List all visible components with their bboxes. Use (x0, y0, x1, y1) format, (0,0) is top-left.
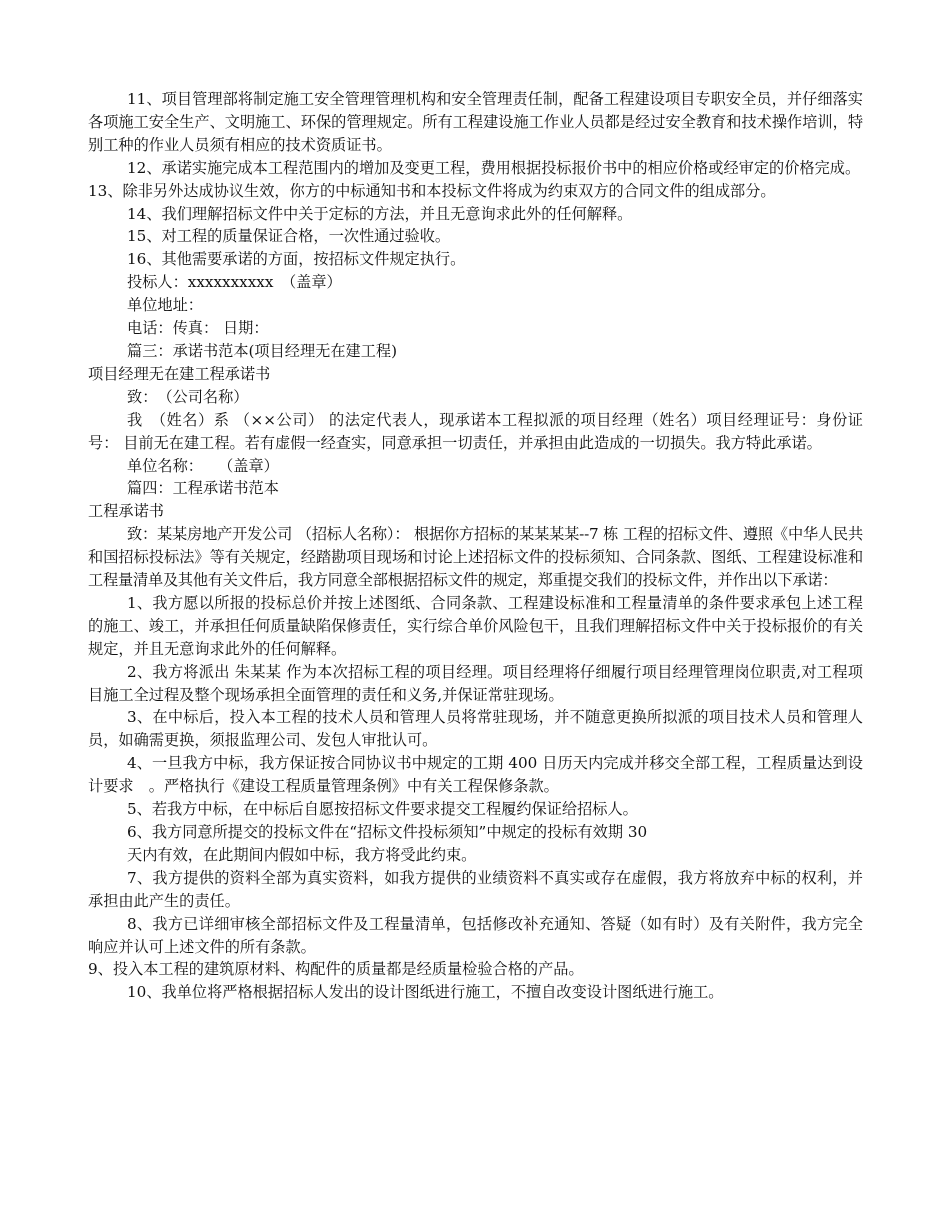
paragraph-item-13: 13、除非另外达成协议生效，你方的中标通知书和本投标文件将成为约束双方的合同文件的组成部分。 (88, 181, 776, 200)
section-three-heading: 篇三：承诺书范本(项目经理无在建工程) (127, 341, 398, 360)
paragraph-item-14: 14、我们理解招标文件中关于定标的方法，并且无意询求此外的任何解释。 (127, 204, 633, 223)
commitment-item-5: 5、若我方中标，在中标后自愿按招标文件要求提交工程履约保证给招标人。 (127, 800, 638, 819)
commitment-item-4: 4、一旦我方中标，我方保证按合同协议书中规定的工期 400 日历天内完成并移交全部工程，工程质量达到设计要求 。严格执行《建设工程质量管理条例》中有关工程保修条款。 (88, 754, 863, 796)
project-commitment-title: 工程承诺书 (88, 502, 164, 521)
commitment-item-6-continued: 天内有效，在此期间内假如中标，我方将受此约束。 (127, 845, 477, 864)
manager-commitment-title: 项目经理无在建工程承诺书 (88, 364, 271, 383)
section-four-heading: 篇四：工程承诺书范本 (127, 479, 279, 498)
address-line: 单位地址： (127, 296, 203, 315)
commitment-intro: 致：某某房地产开发公司 （招标人名称）： 根据你方招标的某某某某--7 栋 工程的招标文件、遵照《中华人民共和国招标投标法》等有关规定，经踏勘项目现场和讨论上述招标文件的投标须知、合同条款、图纸、工程建设标准和工程量清单及其他有关文件后，我方同意全部根据招标文件的规定，郑重提交我们的投标文件，并作出以下承诺： (88, 525, 863, 590)
paragraph-item-16: 16、其他需要承诺的方面，按招标文件规定执行。 (127, 250, 466, 269)
commitment-item-6: 6、我方同意所提交的投标文件在“招标文件投标须知”中规定的投标有效期 30 (127, 823, 648, 841)
commitment-item-7: 7、我方提供的资料全部为真实资料，如我方提供的业绩资料不真实或存在虚假，我方将放弃中标的权利，并承担由此产生的责任。 (88, 868, 863, 910)
commitment-item-8: 8、我方已详细审核全部招标文件及工程量清单，包括修改补充通知、答疑（如有时）及有关附件，我方完全响应并认可上述文件的所有条款。 (88, 914, 863, 956)
commitment-item-9: 9、投入本工程的建筑原材料、构配件的质量都是经质量检验合格的产品。 (88, 960, 584, 979)
commitment-item-1: 1、我方愿以所报的投标总价并按上述图纸、合同条款、工程建设标准和工程量清单的条件要求承包上述工程的施工、竣工，并承担任何质量缺陷保修责任，实行综合单价风险包干，且我们理解招标文件中关于投标报价的有关规定，并且无意询求此外的任何解释。 (88, 593, 863, 658)
paragraph-item-15: 15、对工程的质量保证合格，一次性通过验收。 (127, 227, 451, 246)
addressee-line: 致： （公司名称） (127, 387, 249, 406)
commitment-item-3: 3、在中标后，投入本工程的技术人员和管理人员将常驻现场，并不随意更换所拟派的项目技术人员和管理人员，如确需更换，须报监理公司、发包人审批认可。 (88, 708, 863, 750)
document-body (88, 88, 863, 1004)
paragraph-item-11: 11、项目管理部将制定施工安全管理管理机构和安全管理责任制，配备工程建设项目专职安全员，并仔细落实各项施工安全生产、文明施工、环保的管理规定。所有工程建设施工作业人员都是经过安全教育和技术操作培训，特别工种的作业人员须有相应的技术资质证书。 (88, 90, 863, 154)
contact-line: 电话：传真： 日期： (127, 319, 269, 338)
bidder-line: 投标人：xxxxxxxxxx （盖章） (127, 273, 342, 292)
commitment-item-10: 10、我单位将严格根据招标人发出的设计图纸进行施工，不擅自改变设计图纸进行施工。 (127, 983, 724, 1002)
unit-name-line: 单位名称： （盖章） (127, 456, 279, 475)
commitment-item-2: 2、我方将派出 朱某某 作为本次招标工程的项目经理。项目经理将仔细履行项目经理管理岗位职责,对工程项目施工全过程及整个现场承担全面管理的责任和义务,并保证常驻现场。 (88, 662, 863, 704)
paragraph-item-12: 12、承诺实施完成本工程范围内的增加及变更工程，费用根据投标报价书中的相应价格或经审定的价格完成。 (127, 158, 861, 177)
manager-commitment-body: 我 （姓名）系 （××公司） 的法定代表人，现承诺本工程拟派的项目经理（姓名）项目经理证号：身份证号： 目前无在建工程。若有虚假一经查实，同意承担一切责任，并承担由此造成的一切损失。我方特此承诺。 (88, 410, 863, 452)
